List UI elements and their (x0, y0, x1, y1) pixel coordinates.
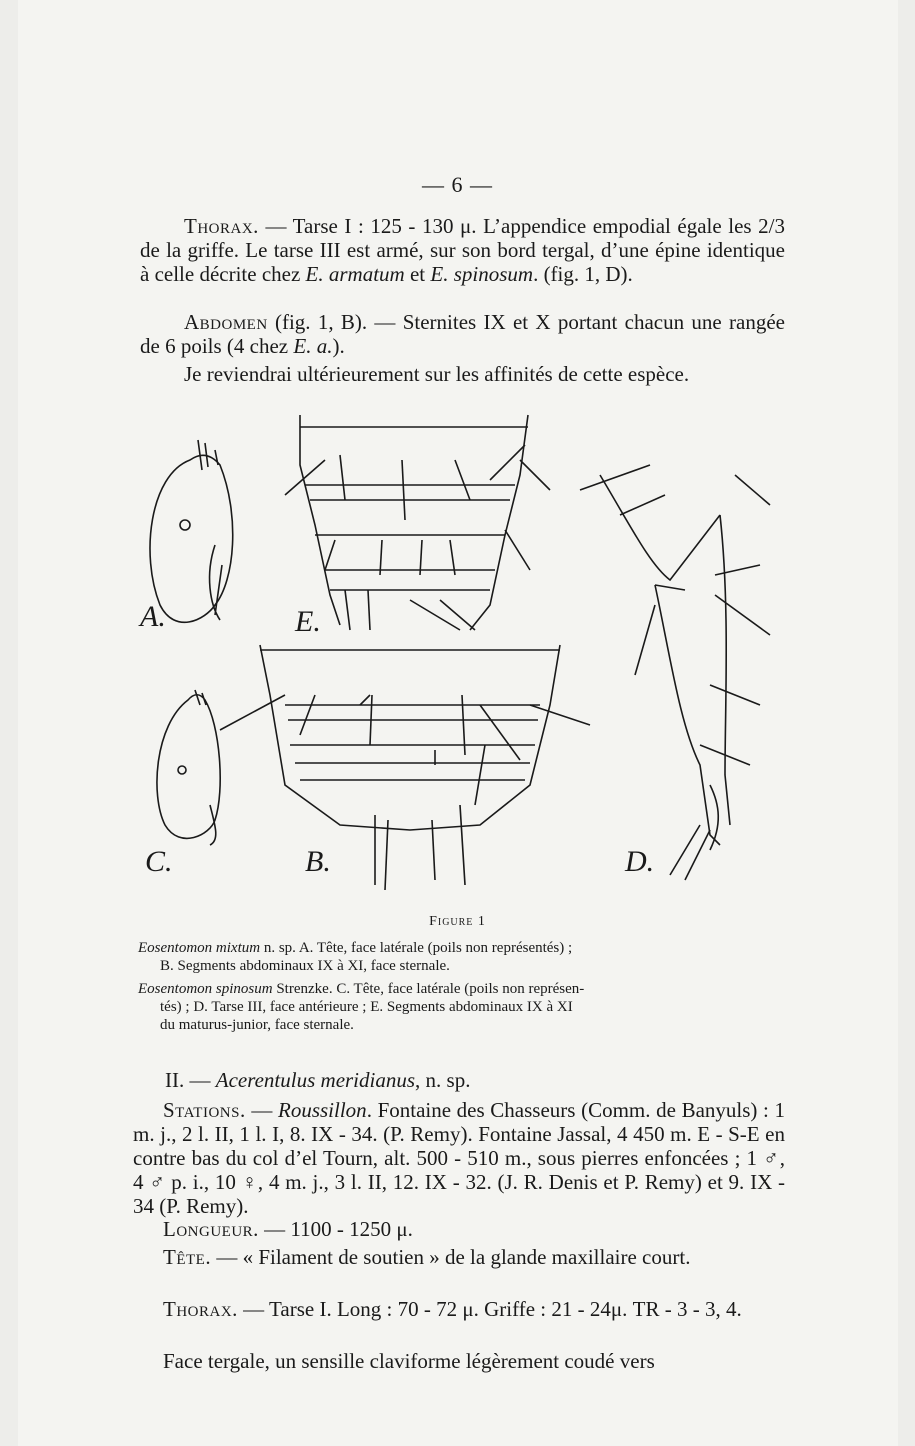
stations-text: . Fontaine des Chasseurs (Comm. de Banyuls) : 1 m. j., 2 l. II, 1 l. I, 8. IX - 34. (P. Remy). Fontaine Jassal, 4 450 m. E - S-E en contre bas du col d’el Tourn, alt. 500 - 510 m., sous pierres enfoncées ; 1 ♂, 4 ♂ p. i., 10 ♀, 4 m. j., 3 l. II, 12. IX - 32. (J. R. Denis et P. Remy) et 9. IX - 34 (P. Remy). (133, 1098, 786, 1218)
tarsus-drawing-d (580, 465, 770, 880)
head-drawing-a (150, 440, 233, 622)
page-number: — 6 — (422, 172, 493, 197)
abdomen-paragraph (140, 310, 785, 358)
thorax-mid: et (404, 262, 431, 286)
thorax2-paragraph (133, 1297, 785, 1321)
longueur-label: Longueur. (163, 1217, 259, 1241)
abdomen-end: ). (332, 334, 345, 358)
caption-spinosum-line1: Strenzke. C. Tête, face latérale (poils non représen- (272, 981, 585, 997)
thorax-end: . (fig. 1, D). (533, 262, 633, 286)
thorax2-label: Thorax. (163, 1297, 238, 1321)
figure-1 (110, 405, 810, 905)
longueur-text: — 1100 - 1250 μ. (258, 1217, 413, 1241)
label-d: D. (625, 845, 655, 878)
section-number: II. — (165, 1068, 216, 1092)
caption-mixtum (138, 939, 798, 975)
caption-spinosum-line2: tés) ; D. Tarse III, face antérieure ; E. Segments abdominaux IX à XI (160, 999, 573, 1015)
figure-title: Figure 1 (429, 914, 486, 929)
thorax-text: — Tarse I : 125 - 130 μ. L’appendice empodial égale les 2/3 de la griffe. Le tarse III est armé, sur son bord tergal, d’une épine identique à celle décrite chez (140, 214, 785, 286)
caption-species-spinosum: Eosentomon spinosum (138, 981, 273, 997)
abdomen-label: Abdomen (184, 310, 268, 334)
segments-drawing-b (220, 645, 590, 890)
figure-drawing (110, 405, 810, 905)
thorax-label: Thorax. (184, 214, 259, 238)
label-b: B. (305, 845, 331, 878)
section-heading (165, 1068, 785, 1092)
species-spinosum: E. spinosum (430, 262, 534, 286)
stations-place: Roussillon (278, 1098, 367, 1122)
section-species: Acerentulus meridianus (215, 1068, 416, 1092)
tete-label: Tête. (163, 1245, 212, 1269)
stations-label: Stations. (163, 1098, 246, 1122)
stations-dash: — (245, 1098, 278, 1122)
tete-text: — « Filament de soutien » de la glande maxillaire court. (211, 1245, 691, 1269)
label-c: C. (145, 845, 173, 878)
caption-mixtum-line1: n. sp. A. Tête, face latérale (poils non représentés) ; (260, 940, 573, 956)
caption-spinosum-line3: du maturus-junior, face sternale. (160, 1017, 354, 1033)
label-e: E. (295, 605, 321, 638)
head-drawing-c (157, 690, 220, 845)
longueur-paragraph (163, 1217, 785, 1241)
caption-mixtum-line2: B. Segments abdominaux IX à XI, face sternale. (160, 958, 450, 974)
caption-spinosum (138, 980, 798, 1034)
abdomen-text: (fig. 1, B). — Sternites IX et X portant chacun une rangée de 6 poils (4 chez (140, 310, 785, 358)
tete-paragraph (133, 1245, 785, 1269)
thorax2-text: — Tarse I. Long : 70 - 72 μ. Griffe : 21 - 24μ. TR - 3 - 3, 4. (237, 1297, 742, 1321)
thorax-paragraph (140, 214, 785, 286)
conclusion-paragraph: Je reviendrai ultérieurement sur les affinités de cette espèce. (184, 362, 690, 386)
label-a: A. (140, 600, 166, 633)
section-suffix: , n. sp. (415, 1068, 471, 1092)
abdomen-species: E. a. (293, 334, 333, 358)
stations-paragraph (133, 1098, 785, 1218)
last-line: Face tergale, un sensille claviforme légèrement coudé vers (163, 1349, 655, 1373)
species-armatum: E. armatum (305, 262, 405, 286)
segments-drawing-e (285, 415, 550, 630)
caption-species-mixtum: Eosentomon mixtum (138, 940, 261, 956)
